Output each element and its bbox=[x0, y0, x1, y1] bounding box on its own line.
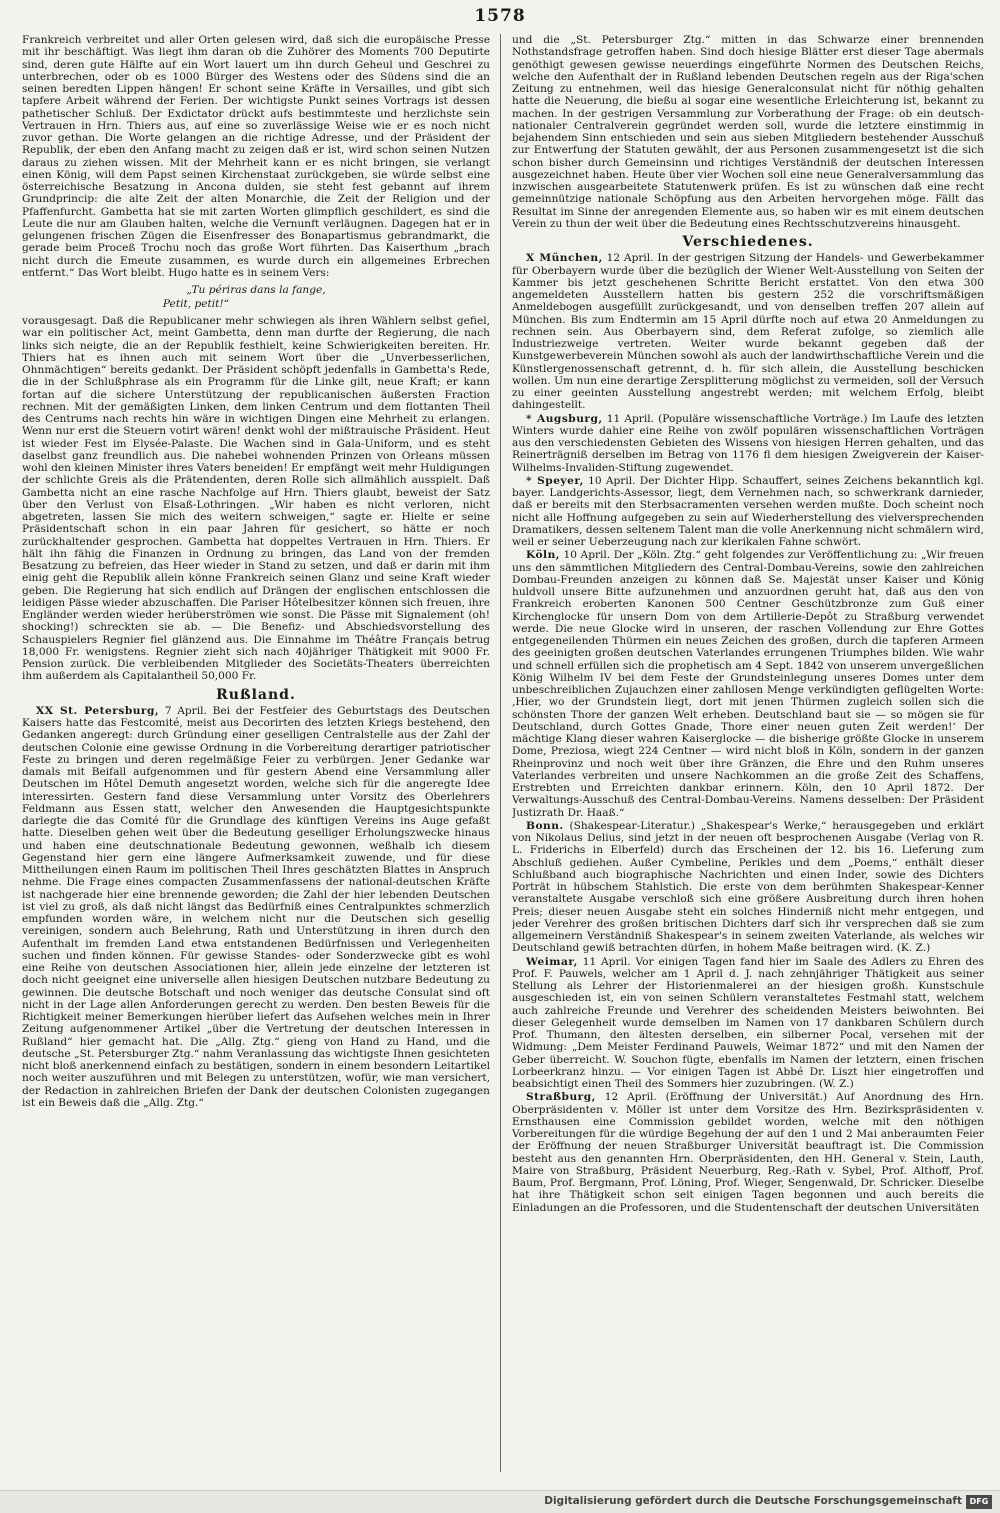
news-entry bbox=[512, 1091, 984, 1214]
news-entry bbox=[512, 252, 984, 411]
entry-text: 10 April. Der „Köln. Ztg.“ geht folgendes zur Veröffentlichung zu: „Wir freuen uns den sämmtlichen Mitgliedern des Central-Dombau-Vereins, sowie den zahlreichen Dombau-Freunden anzeigen zu können daß Se. Majestät unser Kaiser und König huldvoll unsere Bitte aufzunehmen und anzuordnen geruht hat, daß aus den von Frankreich eroberten Kanonen 500 Centner Geschützbronze zum Guß einer Kirchenglocke für unsern Dom von dem Artillerie-Depôt zu Straßburg verwendet werde. Die neue Glocke wird in unseren, der raschen Vollendung zur Ehre Gottes entgegeneilenden Thürmen ein neues Zeichen des großen, durch die tapferen Armeen des geeinigten großen deutschen Vaterlandes errungenen Triumphes bilden. Wie wahr und schnell erfüllen sich die prophetisch am 4 Sept. 1842 von unserem unvergeßlichen König Wilhelm IV bei dem Feste der Grundsteinlegung unseres Domes unter dem unbeschreiblichen Zujauchzen einer zahllosen Menge verkündigten geflügelten Worte: ‚Hier, wo der Grundstein liegt, dort mit jenen Thürmen zugleich sollen sich die schönsten Thore der ganzen Welt erheben. Deutschland baut sie — so mögen sie für Deutschland, durch Gottes Gnade, Thore einer neuen guten Zeit werden!‘ Der mächtige Klang dieser wahren Kaiserglocke — die bisherige größte Glocke in unserem Dome, Preziosa, wiegt 224 Centner — wird nicht bloß in Köln, sondern in der ganzen Rheinprovinz und noch weit über ihre Gränzen, die Ehre und den Ruhm unseres Vaterlandes verbreiten und unsere Nachkommen an die große Zeit des Schaffens, Erstrebten und Erreichten dankbar erinnern. Köln, den 10 April 1872. Der Verwaltungs-Ausschuß des Central-Dombau-Vereins. Namens desselben: Der Präsident Justizrath Dr. Haaß.“ bbox=[512, 549, 984, 819]
section-heading-russland: Rußland. bbox=[216, 686, 296, 703]
entry-text: 12 April. (Eröffnung der Universität.) Auf Anordnung des Hrn. Oberpräsidenten v. Möller ist unter dem Vorsitze des Hrn. Bezirkspräsidenten v. Ernsthausen eine Commission gebildet worden, welche mit den nöthigen Vorbereitungen für die würdige Begehung der auf den 1 und 2 Mai anberaumten Feier der Eröffnung der neuen Straßburger Universität beauftragt ist. Die Commission besteht aus den genannten Hrn. Oberpräsidenten, den HH. General v. Stein, Lauth, Maire von Straßburg, Präsident Neuerburg, Reg.-Rath v. Sybel, Prof. Althoff, Prof. Baum, Prof. Bergmann, Prof. Löning, Prof. Wieger, Sengenwald, Dr. Schricker. Dieselbe hat ihre Thätigkeit schon seit einigen Tagen begonnen und auch bereits die Einladungen an die Professoren, und die Studentenschaft der deutschen Universitäten bbox=[512, 1091, 984, 1214]
column-divider bbox=[500, 34, 501, 1472]
dateline: Bonn. bbox=[526, 819, 564, 832]
article-paragraph: vorausgesagt. Daß die Republicaner mehr schwiegen als ihren Wählern selbst gefiel, war ein politischer Act, meint Gambetta, denn man durfte der Regierung, die nach links sich neigte, die an der Republik festhielt, keine Schwierigkeiten bereiten. Hr. Thiers hat es ihnen auch mit seinem Wort über die „Unverbesserlichen, Ohnmächtigen“ bereits gedankt. Der Präsident schöpft jedenfalls in Gambetta's Rede, die in der Schlußphrase als ein Programm für die Linke gilt, neue Kraft; er kann fortan auf die sichere Unterstützung der republicanischen äußersten Fraction rechnen. Mit der gemäßigten Linken, dem linken Centrum und dem flottanten Theil des Centrums nach rechts hin wäre in wichtigen Dingen eine Mehrheit zu erlangen. Wenn nur erst die Steuern votirt wären! denkt wohl der mißtrauische Präsident. Heut ist wieder Fest im Elysée-Palaste. Die Wachen sind in Gala-Uniform, und es steht daselbst ganz freundlich aus. Die nahebei wohnenden Prinzen von Orleans müssen wohl den kleinen Minister ihres Vaters beneiden! Er empfängt weit mehr Huldigungen der schlichte Greis als die Prätendenten, deren Rolle sich allmählich ausspielt. Daß Gambetta nicht an eine rasche Nachfolge auf Hrn. Thiers glaubt, beweist der Satz über den Verlust von Elsaß-Lothringen. „Wir haben es nicht verloren, nicht abgetreten, lassen Sie mich des weitern schweigen,“ sagte er. Hielte er seine Präsidentschaft schon in ein paar Jahren für gesichert, so hätte er noch zurückhaltender gesprochen. Gambetta hat doppeltes Vertrauen in Hrn. Thiers. Er hält ihn fähig die Finanzen in Ordnung zu bringen, das Land von der fremden Besatzung zu befreien, das Heer wieder in Stand zu setzen, und daß er darin mit ihm einig geht die Republik allein könne Frankreich seinen Glanz und seine Kraft wieder geben. Die Regierung hat sich endlich auf Drängen der englischen entschlossen die leidigen Pässe wieder abzuschaffen. Die Pariser Hôtelbesitzer können sich freuen, ihre Engländer werden wieder herüberströmen wie sonst. Die Pässe mit Signalement (oh! shocking!) schreckten sie ab. — Die Benefiz- und Abschiedsvorstellung des Schauspielers Regnier fiel glänzend aus. Die Einnahme im Théâtre Français betrug 18,000 Fr. wenigstens. Regnier zieht sich nach 40jähriger Thätigkeit mit 9000 Fr. Pension zurück. Die verbleibenden Mitglieder des Societäts-Theaters überreichten ihm außerdem als Capitalantheil 50,000 Fr. bbox=[22, 315, 490, 683]
entry-text: 12 April. In der gestrigen Sitzung der Handels- und Gewerbekammer für Oberbayern wurde über die bezüglich der Wiener Welt-Ausstellung von Seiten der Kammer bis jetzt geschehenen Schritte Bericht erstattet. Von den etwa 300 angemeldeten Ausstellern hatten bis gestern 252 die vorschriftsmäßigen Anmeldebogen ausgefüllt zurückgesandt, und von denselben treffen 207 allein auf München. Bis zum Endtermin am 15 April dürfte noch auf etwa 20 Anmeldungen zu rechnen sein. Aus Oberbayern sind, dem Referat zufolge, so ziemlich alle Industriezweige vertreten. Weiter wurde bekannt gegeben daß der Kunstgewerbeverein München sowohl als auch der landwirthschaftliche Verein und die Künstlergenossenschaft getrennt, d. h. für sich allein, die Ausstellung beschicken wollen. Um nun eine derartige Zersplitterung möglichst zu vermeiden, soll der Versuch zu einer geeinten Ausstellung angestrebt werden; mit welchem Erfolg, bleibt dahingestellt. bbox=[512, 252, 984, 412]
left-column bbox=[22, 34, 490, 1472]
news-entry bbox=[512, 956, 984, 1091]
dateline: Weimar, bbox=[526, 955, 578, 968]
dateline: X München, bbox=[526, 252, 603, 265]
news-entry bbox=[512, 475, 984, 549]
article-paragraph bbox=[22, 705, 490, 1109]
section-heading-verschiedenes: Verschiedenes. bbox=[682, 234, 814, 250]
entry-text: (Shakespear-Literatur.) „Shakespear's Werke,“ herausgegeben und erklärt von Nikolaus Delius, sind jetzt in der neuen oft besprochenen Ausgabe (Verlag von R. L. Friderichs in Elberfeld) durch das Erscheinen der 12. bis 16. Lieferung zum Abschluß gediehen. Außer Cymbeline, Perikles und dem „Poems,“ enthält dieser Schlußband auch biographische Nachrichten und einen Inder, sowie des Dichters Porträt in hübschem Stahlstich. Die erste von dem berühmten Shakespear-Kenner veranstaltete Ausgabe verschloß sich eine größere Ausbreitung durch ihren hohen Preis; dieser neuen Ausgabe steht ein solches Hinderniß nicht mehr entgegen, und jeder Verehrer des großen britischen Dichters darf sich ihr versprechen daß sie zum allgemeinern Verständniß Shakespear's in seinem zweiten Vaterlande, als welches wir Deutschland gewiß betrachten dürfen, in hohem Maße beitragen wird. (K. Z.) bbox=[512, 819, 984, 955]
funding-credit: Digitalisierung gefördert durch die Deutsche Forschungsgemeinschaft bbox=[544, 1495, 962, 1507]
news-entry bbox=[512, 820, 984, 955]
verse-line: „Tu périras dans la fange, bbox=[186, 284, 326, 296]
dateline: * Augsburg, bbox=[526, 412, 603, 425]
article-text: 7 April. Bei der Festfeier des Geburtstags des Deutschen Kaisers hatte das Festcomité, meist aus Decorirten des letzten Kriegs bestehend, den Gedanken angeregt: durch Gründung einer geselligen Centralstelle aus der Zahl der deutschen Colonie eine gewisse Ordnung in die Vorbereitung derartiger patriotischer Feste zu bringen und deren regelmäßige Feier zu verbürgen. Jener Gedanke war damals mit Beifall aufgenommen und für gestern Abend eine Versammlung aller Deutschen im Hôtel Demuth angesetzt worden, welche sich für die angeregte Idee interessirten. Gestern fand diese Versammlung unter Vorsitz des Oberlehrers Feldmann aus Essen statt, welcher den Anwesenden die Hauptgesichtspunkte darlegte die das Comité für die Grundlage des künftigen Vereins ins Auge gefaßt hatte. Dieselben gehen weit über die Bedeutung geselliger Erholungszwecke hinaus und haben eine deutschnationale Bedeutung gewonnen, weßhalb ich diesem Gegenstand hier gern eine längere Aufmerksamkeit zuwende, und für diese Mittheilungen einen Raum im politischen Theil Ihres geschätzten Blattes in Anspruch nehme. Die Frage eines compacten Zusammenfassens der national-deutschen Kräfte ist nachgerade hier eine brennende geworden; die Zahl der hier lebenden Deutschen ist viel zu groß, als daß nicht längst das Bedürfniß eines Centralpunktes schmerzlich empfunden worden wäre, in welchem nicht nur die Deutschen sich gesellig vereinigen, sondern auch Belehrung, Rath und Unterstützung in ihren durch den Aufenthalt im fremden Land etwa entstandenen Bedürfnissen und Verlegenheiten suchen und finden können. Für gewisse Standes- oder Sonderzwecke gibt es wohl eine Reihe von deutschen Associationen hier, allein jede einzelne der letzteren ist doch nicht geeignet eine universelle allen hiesigen Deutschen nutzbare Bedeutung zu gewinnen. Die deutsche Botschaft und noch weniger das deutsche Consulat sind oft nicht in der Lage allen Anforderungen gerecht zu werden. Den besten Beweis für die Richtigkeit meiner Bemerkungen hierüber liefert das Aufsehen welches mein in Ihrer Zeitung aufgenommener Artikel „über die Vertretung der deutschen Interessen in Rußland“ hier gemacht hat. Die „Allg. Ztg.“ gieng von Hand zu Hand, und die deutsche „St. Petersburger Ztg.“ nahm Veranlassung das wichtigste Ihnen gesichteten nicht bloß anerkennend einfach zu bestätigen, sondern in einem besondern Leitartikel noch weiter auszuführen und mit Belegen zu unterstützen, wofür, wie man versichert, der Redaction in zahlreichen Briefen der Dank der deutschen Colonisten zugegangen ist ein Beweis daß die „Allg. Ztg.“ bbox=[22, 704, 490, 1109]
entry-text: 11 April. Vor einigen Tagen fand hier im Saale des Adlers zu Ehren des Prof. F. Pauwels, welcher am 1 April d. J. nach zehnjähriger Thätigkeit aus seiner Stellung als Lehrer der Historienmalerei an der hiesigen großh. Kunstschule ausgeschieden ist, ein von seinen Schülern veranstaltetes Festmahl statt, welchem auch zahlreiche Freunde und Verehrer des scheidenden Meisters beiwohnten. Bei dieser Gelegenheit wurde demselben im Namen von 17 dankbaren Schülern durch Prof. Thumann, den ältesten derselben, ein silberner Pocal, versehen mit der Widmung: „Dem Meister Ferdinand Pauwels, Weimar 1872“ und mit den Namen der Geber überreicht. W. Souchon fügte, ebenfalls im Namen der letztern, einen frischen Lorbeerkranz hinzu. — Vor einigen Tagen ist Abbé Dr. Liszt hier eingetroffen und beabsichtigt einen Theil des Sommers hier zuzubringen. (W. Z.) bbox=[512, 955, 984, 1090]
right-column bbox=[512, 34, 984, 1472]
page-number: 1578 bbox=[474, 6, 526, 26]
dfg-logo: DFG bbox=[966, 1495, 992, 1509]
article-paragraph: Frankreich verbreitet und aller Orten gelesen wird, daß sich die europäische Presse mit ihr beschäftigt. Was liegt ihm daran ob die Zuhörer des Moments 700 Deputirte sind, deren gute Hälfte auf ein Wort lauert um ihn durch Geheul und Geschrei zu unterbrechen, oder ob es 1000 Bürger des Westens oder des Südens sind die an seinen beredten Lippen hängen! Er schont seine Kräfte in Versailles, und gibt sich tapfere Arbeit während der Ferien. Der wichtigste Punkt seines Vortrags ist dessen pathetischer Schluß. Der Exdictator drückt aufs bestimmteste und herzlichste sein Vertrauen in Hrn. Thiers aus, auf eine so zuverlässige Weise wie er es noch nicht zuvor gethan. Die Worte gelangen an die richtige Adresse, und der Präsident der Republik, der eben den Anfang macht zu zeigen daß er ist, wird schon seinen Nutzen daraus zu ziehen wissen. Mit der Mehrheit kann er es nicht bringen, sie verlangt einen König, will dem Papst seinen Kirchenstaat zurückgeben, sie würde selbst eine österreichische Besatzung in Ancona dulden, sie steht fest gebannt auf ihrem Grundprincip: die alte Zeit der alten Monarchie, die Zeit der Religion und der Pfaffenfurcht. Gambetta hat sie mit zarten Worten glimpflich geschildert, es sind die Leute die nur am Glauben halten, welche die Vernunft verläugnen. Dagegen hat er in gelungenen frischen Zügen die Eisenfresser des Bonapartismus gebrandmarkt, die gerade beim Proceß Trochu noch das große Wort führten. Das Kaiserthum „brach nicht durch die Emeute zusammen, es wurde durch ein allgemeines Erbrechen entfernt.“ Das Wort bleibt. Hugo hatte es in seinem Vers: bbox=[22, 34, 490, 279]
dateline: * Speyer, bbox=[526, 474, 584, 487]
dateline: Köln, bbox=[526, 549, 560, 562]
verse-line: Petit, petit!“ bbox=[162, 298, 230, 310]
entry-text: 11 April. (Populäre wissenschaftliche Vorträge.) Im Laufe des letzten Winters wurde dahier eine Reihe von zwölf populären wissenschaftlichen Vorträgen aus den verschiedensten Gebieten des Wissens von hiesigen Herren gehalten, und das Reinerträgniß derselben im Betrag von 1176 fl dem hiesigen Zweigverein der Kaiser-Wilhelms-Invaliden-Stiftung zugewendet. bbox=[512, 412, 984, 474]
article-paragraph: und die „St. Petersburger Ztg.“ mitten in das Schwarze einer brennenden Nothstandsfrage getroffen haben. Sind doch hiesige Blätter erst dieser Tage abermals genöthigt gewesen gewisse neuerdings eingeführte Normen des Deutschen Reichs, welche den Aufenthalt der in Rußland lebenden Deutschen regeln aus der Riga'schen Zeitung zu entnehmen, weil das hiesige Generalconsulat nicht für nöthig gehalten hatte die Neuerung, die bießu al sogar eine wesentliche Erleichterung ist, bekannt zu machen. In der gestrigen Versammlung zur Vorberathung der Frage: ob ein deutsch-nationaler Centralverein gegründet werden soll, wurde die letztere einstimmig in bejahendem Sinn entschieden und sein aus sieben Mitgliedern bestehender Ausschuß zur Entwerfung der Statuten gewählt, der aus Personen zusammengesetzt ist die sich schon bisher durch Gemeinsinn und richtiges Verständniß der deutschen Interessen ausgezeichnet haben. Heute über vier Wochen soll eine neue Generalversammlung das inzwischen ausgearbeitete Statutenwerk prüfen. Es ist zu wünschen daß eine recht gemeinnützige nationale Schöpfung aus den Arbeiten hervorgehen möge. Fällt das Resultat im Sinne der anregenden Elemente aus, so haben wir es mit einem deutschen Verein zu thun der weit über die Bedeutung eines Rechtsschutzvereins hinausgeht. bbox=[512, 34, 984, 230]
news-entry bbox=[512, 549, 984, 819]
footer-bar bbox=[0, 1490, 1000, 1513]
dateline: Straßburg, bbox=[526, 1091, 596, 1104]
entry-text: 10 April. Der Dichter Hipp. Schauffert, seines Zeichens bekanntlich kgl. bayer. Landgerichts-Assessor, liegt, dem Vernehmen nach, so schwerkrank darnieder, daß er bereits mit den Sterbsacramenten versehen werden mußte. Doch scheint noch nicht alle Hoffnung aufgegeben zu sein auf Wiederherstellung des vielversprechenden Dramatikers, dessen seltenem Talent man die volle Anerkennung nicht schmälern wird, weil er seiner Ueberzeugung nach zur klerikalen Fahne schwört. bbox=[512, 474, 984, 548]
dateline: XX St. Petersburg, bbox=[36, 704, 160, 717]
verse-quote bbox=[22, 283, 490, 311]
news-entry bbox=[512, 413, 984, 474]
